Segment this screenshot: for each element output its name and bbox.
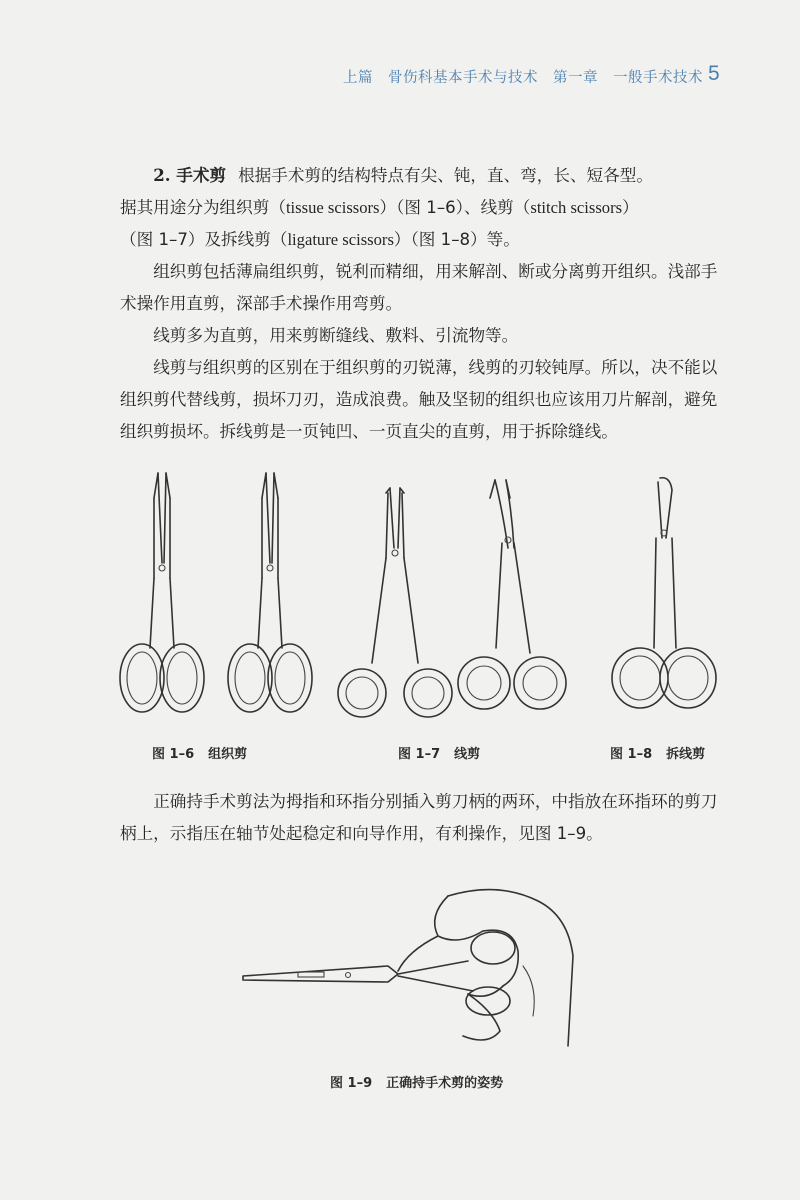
figure-label: 组织剪 [208, 747, 248, 762]
figure-number: 图 1–9 [330, 1076, 373, 1091]
running-title: 上篇 骨伤科基本手术与技术 第一章 一般手术技术 [343, 70, 703, 86]
figure-number: 图 1–6 [152, 747, 195, 762]
term-ligature-scissors: ligature scissors [287, 230, 394, 249]
term-stitch-scissors: stitch scissors [530, 198, 623, 217]
paragraph-holding-method: 正确持手术剪法为拇指和环指分别插入剪刀柄的两环，中指放在环指环的剪刀柄上，示指压在轴节处起稳定和向导作用，有利操作，见图 1–9。 [120, 792, 718, 843]
paragraph-text: 据其用途分为组织剪（ [120, 198, 286, 217]
hand-holding-scissors-illustration [238, 876, 578, 1066]
figure-caption-1-8 [610, 743, 705, 762]
tissue-scissors-drawing-1 [120, 473, 204, 712]
figure-caption-1-6 [152, 743, 247, 762]
paragraph-stitch-scissors: 线剪多为直剪，用来剪断缝线、敷料、引流物等。 [153, 326, 519, 345]
section-title: 2. 手术剪 [153, 165, 227, 185]
running-header [0, 62, 800, 92]
figure-number: 图 1–7 [398, 747, 441, 762]
figure-label: 拆线剪 [666, 747, 706, 762]
paragraph-text: ） [622, 198, 639, 217]
paragraph-difference: 线剪与组织剪的区别在于组织剪的刃锐薄，线剪的刃较钝厚。所以，决不能以组织剪代替线剪，损坏刀刃，造成浪费。触及坚韧的组织也应该用刀片解剖，避免组织剪损坏。拆线剪是一页钝凹、一页直尖的直剪，用于拆除缝线。 [120, 358, 718, 441]
figure-label: 线剪 [454, 747, 481, 762]
paragraph-text: ）（图 1–8）等。 [393, 230, 520, 249]
paragraph-surgical-scissors [120, 159, 720, 256]
figure-caption-1-7 [398, 743, 480, 762]
paragraph-text: ）（图 1–6）、线剪（ [379, 198, 531, 217]
stitch-scissors-drawing-2 [458, 480, 566, 709]
page-number: 5 [708, 62, 720, 85]
figure-number: 图 1–8 [610, 747, 653, 762]
tissue-scissors-drawing-2 [228, 473, 312, 712]
paragraph-text: 根据手术剪的结构特点有尖、钝，直、弯，长、短各型。 [238, 166, 653, 185]
term-tissue-scissors: tissue scissors [285, 198, 380, 217]
figure-label: 正确持手术剪的姿势 [386, 1076, 504, 1091]
paragraph-text: （图 1–7）及拆线剪（ [120, 230, 288, 249]
paragraph-tissue-scissors: 组织剪包括薄扁组织剪，锐利而精细，用来解剖、断或分离剪开组织。浅部手术操作用直剪，深部手术操作用弯剪。 [120, 262, 718, 313]
figure-caption-1-9 [330, 1072, 503, 1091]
ligature-scissors-drawing [612, 478, 716, 708]
scissors-illustrations [110, 468, 730, 738]
stitch-scissors-drawing-1 [338, 488, 452, 717]
